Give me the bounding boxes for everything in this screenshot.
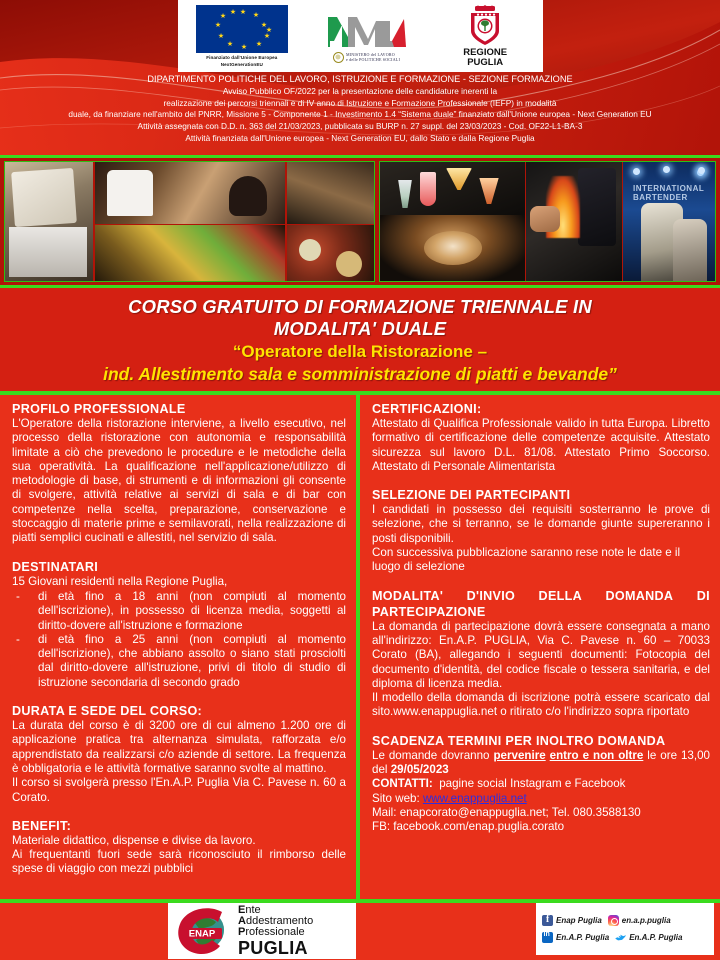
header-line-3: realizzazione dei percorsi triennali e di IV anno di Istruzione e Formazione Professionale (IEFP) in modalità [163, 97, 557, 108]
destinatari-intro: 15 Giovani residenti nella Regione Puglia, [12, 574, 228, 588]
institutional-logos [178, 0, 543, 72]
twitter-label: En.A.P. Puglia [629, 933, 683, 942]
sito-web-line [372, 792, 710, 806]
facebook-icon [542, 915, 553, 926]
section-heading-selezione: SELEZIONE DEI PARTECIPANTI [372, 488, 571, 503]
photo-collage-sala [4, 161, 375, 282]
scadenza-emph-2: entro e non oltre [549, 748, 644, 762]
content-columns [0, 395, 720, 899]
modalita-word-1: MODALITA' [372, 588, 444, 603]
social-twitter[interactable] [615, 932, 682, 943]
social-facebook[interactable] [542, 915, 602, 926]
modalita-word-4: DOMANDA [605, 588, 674, 603]
facebook-line: FB: facebook.com/enap.puglia.corato [372, 820, 565, 834]
enap-word-professionale: Professionale [238, 926, 305, 939]
facebook-label: Enap Puglia [556, 916, 602, 925]
modalita-word-3: DELLA [538, 588, 583, 603]
photo-cold-cuts-platter [287, 225, 375, 282]
benefit-text-2: Ai frequentanti fuori sede sarà riconosciuto il rimborso delle spese di viaggio con mezzi pubblici [12, 848, 346, 876]
regione-puglia-label: REGIONE PUGLIA [463, 47, 508, 68]
eu-logo [196, 5, 288, 67]
photo-restaurant-hall [287, 162, 375, 224]
eu-flag-icon: ★ ★ ★ ★ ★ ★ ★ ★ ★ ★ ★ ★ [196, 5, 288, 53]
list-item: - di età fino a 18 anni (non compiuti al momento dell'iscrizione), in possesso di licenza media, soggetti al diritto-dovere all'istruzione e formazione [12, 590, 346, 633]
mail-tel-line: Mail: enapcorato@enappuglia.net; Tel. 080.3588130 [372, 805, 641, 819]
top-banner [0, 0, 720, 155]
selezione-text-2: Con successiva pubblicazione saranno rese note le date e il luogo di selezione [372, 546, 681, 574]
left-column [0, 395, 356, 899]
social-instagram[interactable] [608, 915, 671, 926]
scadenza-prefix: Le domande dovranno [372, 748, 494, 762]
durata-text-2: Il corso si svolgerà presso l'En.A.P. Puglia Via C. Pavese n. 60 a Corato. [12, 776, 346, 804]
linkedin-icon [542, 932, 553, 943]
instagram-label: en.a.p.puglia [621, 916, 671, 925]
photo-strip [0, 155, 720, 288]
enap-logo [168, 903, 356, 959]
enap-globe-icon [172, 906, 234, 956]
photo-waiters-service [95, 162, 285, 224]
contatti-label: CONTATTI: [372, 777, 433, 791]
photo-bartender-show [623, 162, 715, 281]
sito-web-label: Sito web: [372, 791, 420, 805]
ministero-monogram-icon [324, 11, 408, 51]
enap-word-ente: Ente [238, 903, 261, 916]
photo-cocktails-and-latte-art [380, 162, 525, 281]
svg-text:ENAP: ENAP [188, 928, 216, 940]
section-heading-modalita [372, 588, 710, 604]
header-line-2: Avviso Pubblico OF/2022 per la presentazione delle candidature inerenti la [222, 85, 498, 96]
modalita-text-1: La domanda di partecipazione dovrà essere consegnata a mano all'indirizzo: En.A.P. PUGLIA, Via C. Pavese n. 60 – 70033 Corato (BA), allegando i seguenti documenti: Fotocopia del documento d'identità, del codice fiscale o tessera sanitaria, e del diploma di licenza media. [372, 619, 710, 690]
section-heading-certificazioni: CERTIFICAZIONI: [372, 402, 482, 416]
social-links-box [536, 903, 714, 955]
footer [0, 899, 720, 959]
benefit-text-1: Materiale didattico, dispense e divise da lavoro. [12, 833, 256, 847]
social-row-2 [542, 932, 708, 943]
italian-republic-emblem-icon [333, 52, 344, 63]
ministero-lavoro-logo [311, 11, 421, 63]
photo-table-setting [5, 162, 93, 281]
photo-flambe-service [526, 162, 622, 281]
social-linkedin[interactable] [542, 932, 609, 943]
title-sub-line-2: ind. Allestimento sala e somministrazione di piatti e bevande” [103, 364, 617, 384]
course-title-block [0, 288, 720, 395]
certificazioni-text: Attestato di Qualifica Professionale valido in tutta Europa. Libretto formativo di certificazione delle competenze acquisite. Attestato sicurezza sul lavoro D.L. 81/08. Attestato Primo Soccorso. Attestato di Personale Alimentarista [372, 417, 710, 473]
enap-word-puglia: PUGLIA [238, 937, 308, 958]
header-line-6: Attività finanziata dall'Unione europea - Next Generation EU, dallo Stato e dalla Regione Puglia [185, 132, 535, 143]
title-main-line-1: CORSO GRATUITO DI FORMAZIONE TRIENNALE IN [128, 296, 592, 317]
title-sub-line-1: “Operatore della Ristorazione – [232, 342, 488, 361]
selezione-text-1: I candidati in possesso dei requisiti sosterranno le prove di selezione, che si terranno, se le domande giunte supereranno i posti disponibili. [372, 503, 710, 545]
section-heading-modalita-line2: PARTECIPAZIONE [372, 604, 486, 619]
instagram-icon [608, 915, 619, 926]
right-column [356, 395, 720, 899]
durata-text-1: La durata del corso è di 3200 ore di cui almeno 1.200 ore di applicazione pratica tra alternanza simulata, rafforzata e/o apprendistato da realizzarsi c/o aziende di settore. La frequenza è obbligatoria e le attività formative saranno svolte al mattino. [12, 719, 346, 775]
section-heading-scadenza: SCADENZA TERMINI PER INOLTRO DOMANDA [372, 733, 666, 748]
twitter-icon [615, 932, 626, 943]
header-line-4: duale, da finanziare nell'ambito del PNRR, Missione 5 - Componente 1 - Investimento 1.4 “Sistema duale” finanziato dall'Unione europea - Next Generation EU [68, 109, 652, 120]
regione-puglia-crest-icon [468, 5, 502, 47]
website-link[interactable]: www.enappuglia.net [422, 791, 527, 805]
eu-logo-caption: Finanziato dall'Unione Europea NextGenerationEU [206, 55, 278, 67]
section-heading-destinatari: DESTINATARI [12, 559, 99, 574]
destinatari-list [12, 590, 346, 690]
section-heading-profilo: PROFILO PROFESSIONALE [12, 402, 186, 416]
scadenza-emph-1: pervenire [493, 748, 546, 762]
header-legal-text [0, 74, 720, 145]
header-line-5: Attività assegnata con D.D. n. 363 del 21/03/2023, pubblicata su BURP n. 27 suppl. del 23/03/2023 - Cod. OF22-L1-BA-3 [137, 121, 583, 132]
photo-buffet-skewers [95, 225, 285, 282]
list-item: - di età fino a 25 anni (non compiuti al momento dell'iscrizione), che abbiano assolto o siano stati prosciolti dal diritto-dovere all'istruzione, privi di titolo di studio di istruzione secondaria di secondo grado [12, 633, 346, 690]
linkedin-label: En.A.P. Puglia [556, 933, 610, 942]
regione-puglia-logo [445, 5, 525, 68]
modalita-word-2: D'INVIO [466, 588, 516, 603]
contatti-value: pagine social Instagram e Facebook [439, 777, 626, 791]
enap-word-addestramento: Addestramento [238, 915, 314, 928]
bartender-sign-text: INTERNATIONAL BARTENDER [633, 184, 705, 202]
modalita-word-5: DI [696, 588, 710, 603]
scadenza-date: 29/05/2023 [390, 763, 449, 777]
photo-collage-bar [379, 161, 716, 282]
section-heading-benefit: BENEFIT: [12, 818, 72, 833]
scadenza-mid: le ore 13,00 del [372, 748, 710, 777]
ministero-label: MINISTERO del LAVORO e delle POLITICHE SOCIALI [345, 51, 400, 62]
modalita-text-2: Il modello della domanda di iscrizione potrà essere scaricato dal sito.www.enappuglia.net o ritirato c/o l'indirizzo sopra riportato [372, 691, 710, 719]
section-heading-durata: DURATA E SEDE DEL CORSO: [12, 704, 203, 719]
contatti-line [372, 777, 710, 791]
title-main-line-2: MODALITA' DUALE [273, 318, 447, 339]
social-row-1 [542, 915, 708, 926]
enap-wordmark [238, 905, 313, 957]
header-line-1: DIPARTIMENTO POLITICHE DEL LAVORO, ISTRUZIONE E FORMAZIONE - SEZIONE FORMAZIONE [147, 74, 573, 84]
scadenza-deadline-text [372, 749, 710, 778]
profilo-text: L'Operatore della ristorazione interviene, a livello esecutivo, nel processo della ristorazione con autonomia e responsabilità limitate a ciò che prevedono le procedure e le metodiche della sua operatività. La qualificazione nell'applicazione/utilizzo di metodologie di base, di strumenti e di informazioni gli consente di svolgere, attività relative ai servizi di sala e di bar con competenze nella scelta, preparazione, conservazione e stoccaggio di materie prime e semilavorati, nella realizzazione di piatti semplici cucinati e allestiti, nel servizio di sala. [12, 417, 346, 545]
